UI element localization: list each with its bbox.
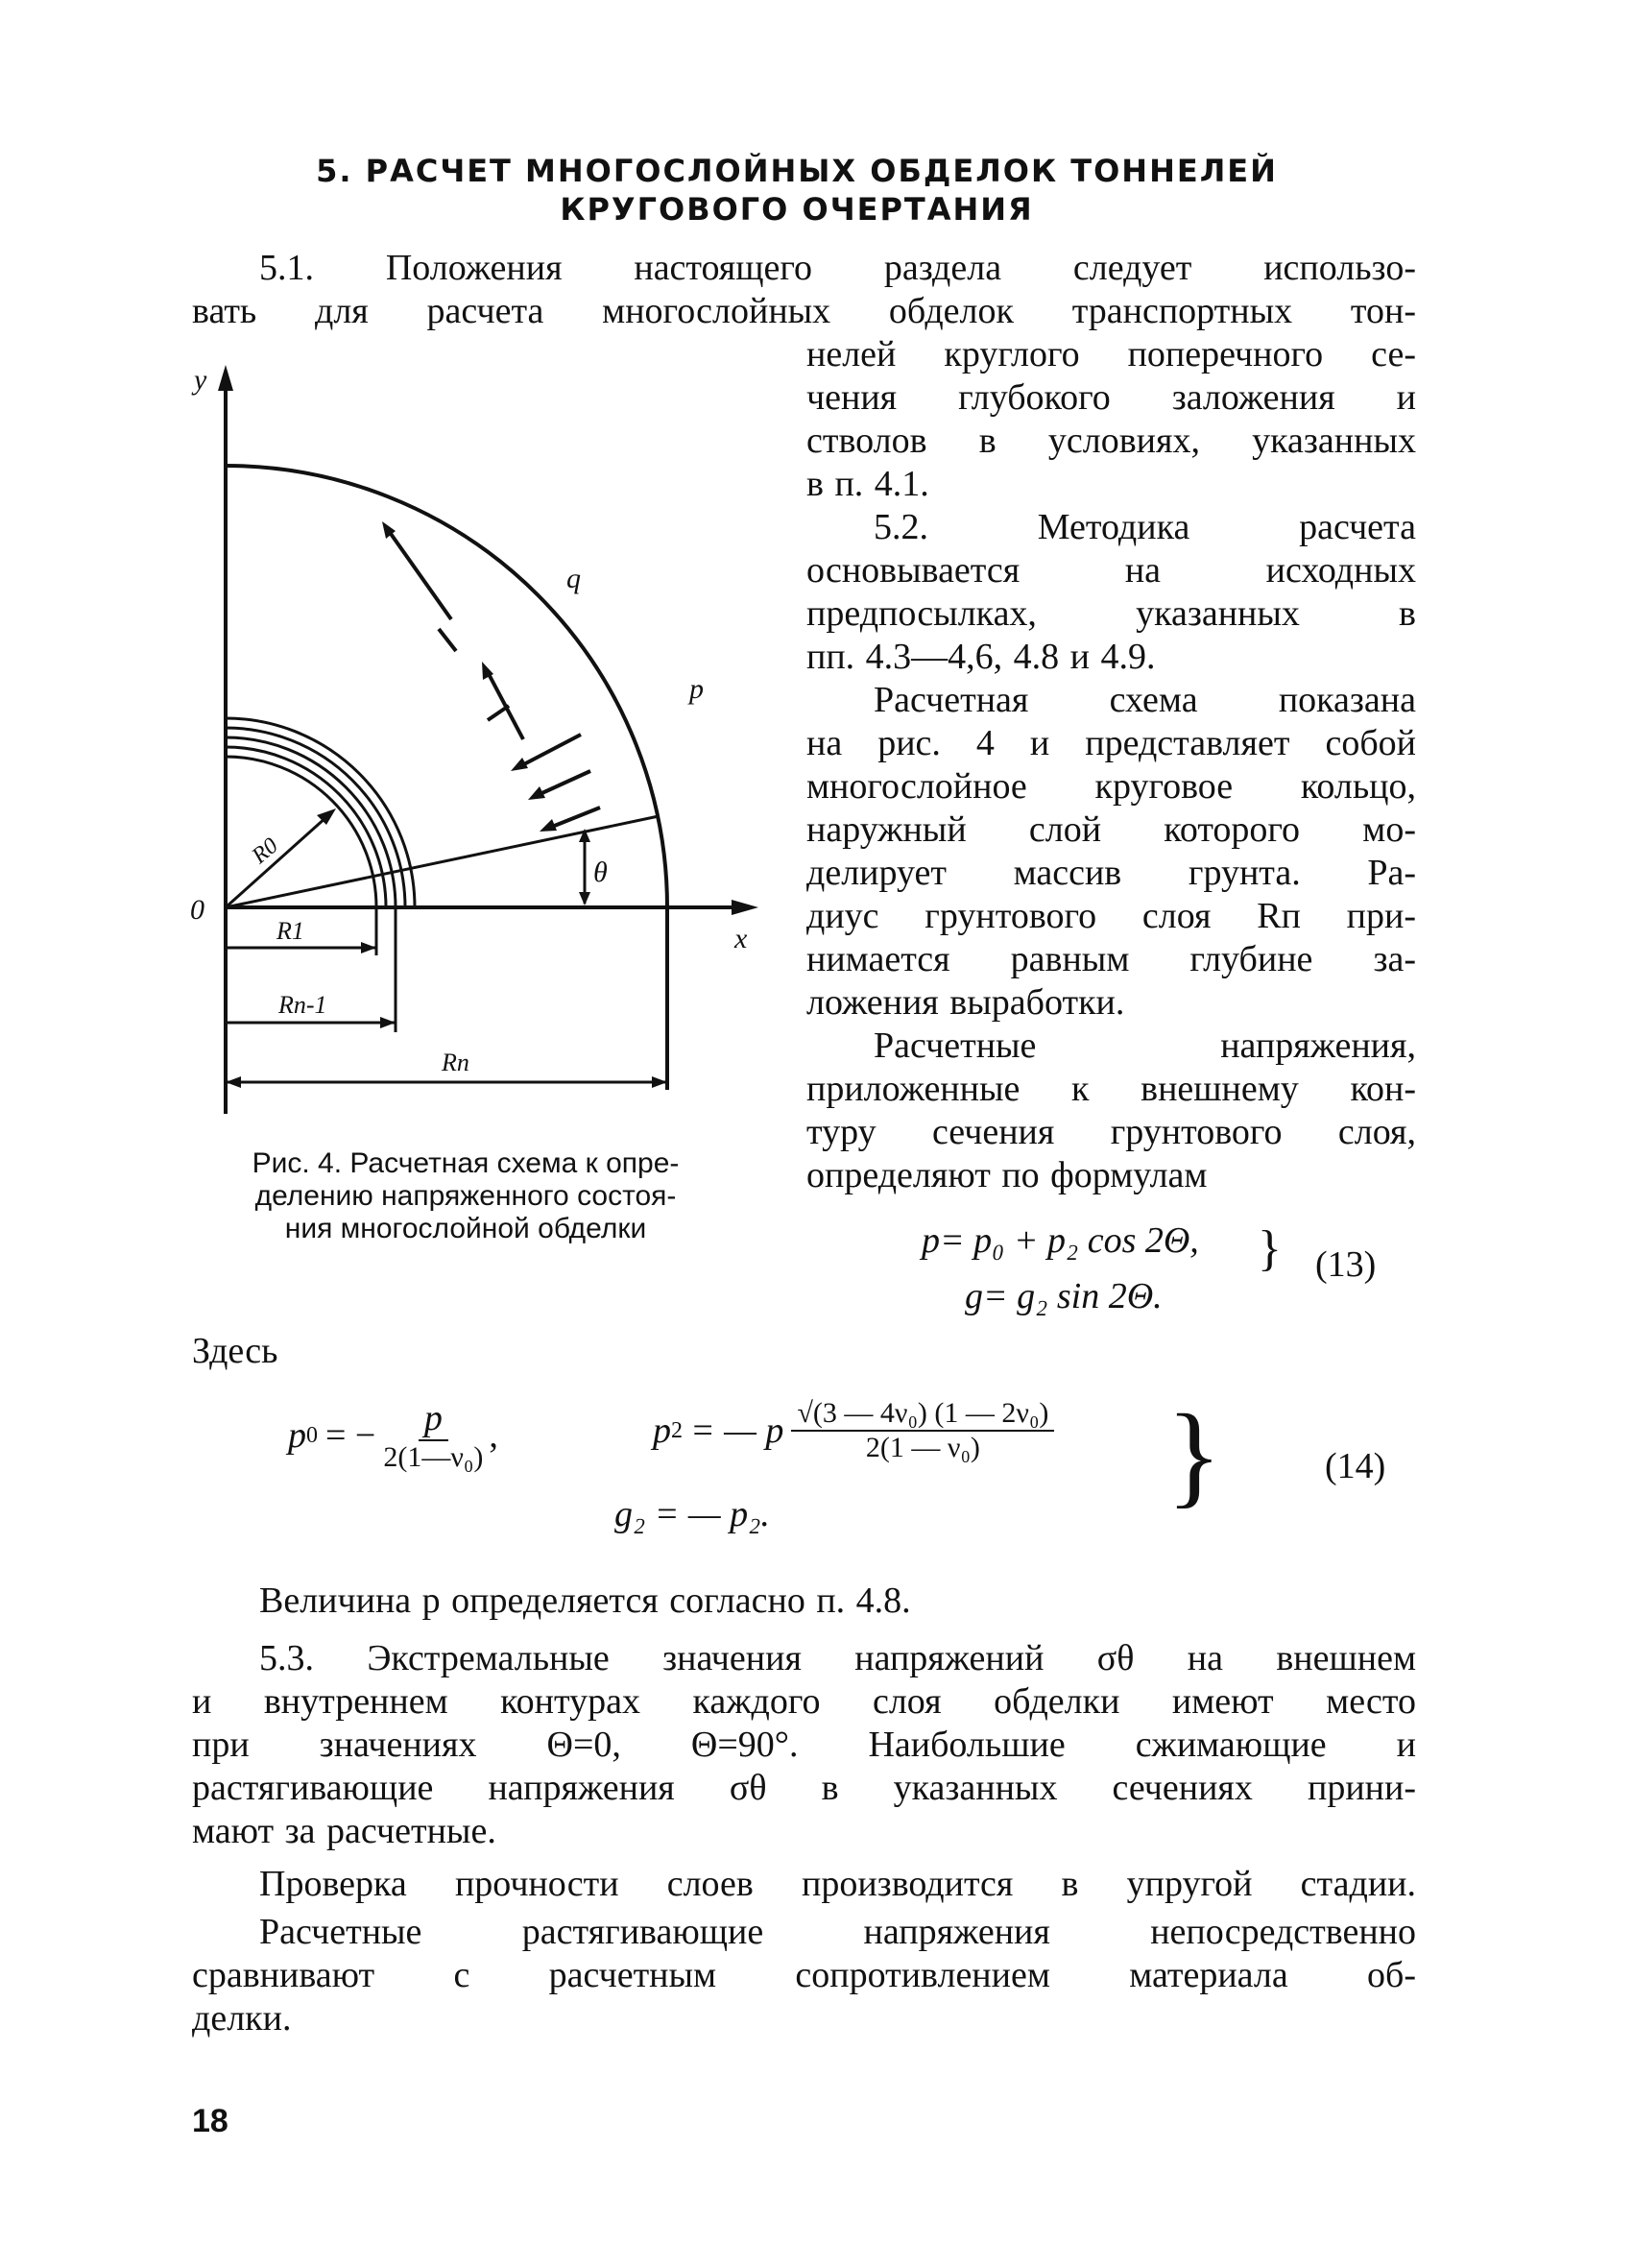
caption-line: ния многослойной обделки xyxy=(284,1213,647,1244)
label-q: q xyxy=(566,563,581,594)
label-origin: 0 xyxy=(190,894,204,926)
paragraph-5-1-top xyxy=(192,247,1416,333)
eq13-number: (13) xyxy=(1315,1244,1377,1285)
equation-13 xyxy=(922,1219,1421,1335)
text-line: в п. 4.1. xyxy=(806,464,929,504)
lining-ring-3 xyxy=(226,728,405,907)
here-label: Здесь xyxy=(192,1331,278,1371)
equation-14 xyxy=(288,1390,1421,1541)
y-axis-arrow xyxy=(218,365,233,391)
text-line: 5.2. Методика расчета xyxy=(874,507,1416,547)
text-line: делки. xyxy=(192,1998,292,2039)
text-line: определяют по формулам xyxy=(806,1155,1208,1195)
text-line: основывается на исходных xyxy=(806,550,1416,591)
section-heading-line-2: КРУГОВОГО ОЧЕРТАНИЯ xyxy=(560,191,1034,228)
text-line: Расчетная схема показана xyxy=(874,680,1416,720)
p-arrow-1 xyxy=(488,706,509,720)
label-p: p xyxy=(689,673,704,705)
paragraph-5-3 xyxy=(192,1637,1416,1853)
text-line: наружный слой которого мо- xyxy=(806,809,1416,850)
text-line: и внутреннем контурах каждого слоя обделки имеют место xyxy=(192,1681,1416,1722)
paragraph-5-1-side xyxy=(806,333,1416,506)
outer-ground-arc xyxy=(226,466,667,907)
text-line: чения глубокого заложения и xyxy=(806,377,1416,418)
text-line: нимается равным глубине за- xyxy=(806,939,1416,979)
eq13-brace: } xyxy=(1258,1221,1282,1276)
text-line: Проверка прочности слоев производится в упругой стадии. xyxy=(259,1864,1416,1904)
x-axis-arrow xyxy=(732,900,758,915)
label-r1: R1 xyxy=(276,917,304,945)
text-line: Расчетные напряжения, xyxy=(874,1025,1416,1066)
text-line: 5.1. Положения настоящего раздела следует использо- xyxy=(259,248,1416,288)
eq14-brace: } xyxy=(1166,1390,1222,1518)
lining-ring-4 xyxy=(226,718,415,907)
text-line: пп. 4.3—4,6, 4.8 и 4.9. xyxy=(806,637,1156,677)
label-x: x xyxy=(734,923,748,954)
text-line: вать для расчета многослойных обделок транспортных тон- xyxy=(192,291,1416,331)
section-heading xyxy=(173,152,1421,229)
text-line: на рис. 4 и представляет собой xyxy=(806,723,1416,763)
text-line: диус грунтового слоя Rп при- xyxy=(806,896,1416,936)
text-line: растягивающие напряжения σθ в указанных сечениях прини- xyxy=(192,1768,1416,1808)
q-arrow-1 xyxy=(389,531,451,619)
r0-radius-line xyxy=(226,817,326,907)
paragraph-scheme xyxy=(806,679,1416,1025)
text-line: 5.3. Экстремальные значения напряжений σθ на внешнем xyxy=(259,1638,1416,1678)
text-line: Величина p определяется согласно п. 4.8. xyxy=(259,1580,911,1621)
text-line: мают за расчетные. xyxy=(192,1811,496,1851)
eq14-number: (14) xyxy=(1325,1446,1386,1486)
text-line: Расчетные растягивающие напряжения непосредственно xyxy=(259,1912,1416,1952)
p2-fraction: $\frac{\text{√(3 — 4ν₀) (1 — 2ν₀)}}{\text{2(1 — ν₀)}}$ xyxy=(791,1397,1054,1464)
text-line: приложенные к внешнему кон- xyxy=(806,1069,1416,1109)
paragraph-check xyxy=(192,1863,1416,1906)
caption-line: делению напряженного состоя- xyxy=(254,1180,677,1212)
p-arrow-3 xyxy=(536,771,590,796)
paragraph-tension xyxy=(192,1911,1416,2040)
text-line: при значениях Θ=0, Θ=90°. Наибольшие сжимающие и xyxy=(192,1725,1416,1765)
eq13-line-2: g= g₂ sin 2Θ. xyxy=(965,1276,1163,1316)
label-rn1: Rn-1 xyxy=(278,991,327,1019)
p0-fraction: $\frac{p}{\text{2(1—ν₀)}}$ xyxy=(383,1398,484,1473)
eq14-p0: p 0 = − $\frac{p}{\text{2(1—ν₀)}}$ , xyxy=(288,1398,498,1473)
section-heading-line-1: 5. РАСЧЕТ МНОГОСЛОЙНЫХ ОБДЕЛОК ТОННЕЛЕЙ xyxy=(316,153,1278,189)
text-line: туру сечения грунтового слоя, xyxy=(806,1112,1416,1152)
text-line: нелей круглого поперечного се- xyxy=(806,334,1416,374)
page-number: 18 xyxy=(192,2103,228,2139)
figure-caption xyxy=(197,1147,734,1245)
paragraph-5-2 xyxy=(806,506,1416,679)
text-line: предпосылках, указанных в xyxy=(806,593,1416,634)
text-line: сравнивают с расчетным сопротивлением материала об- xyxy=(192,1955,1416,1995)
eq14-g2: g₂ = — p₂. xyxy=(614,1494,770,1534)
lining-ring-0 xyxy=(226,757,376,907)
caption-line: Рис. 4. Расчетная схема к опре- xyxy=(252,1147,680,1179)
text-line: делирует массив грунта. Ра- xyxy=(806,853,1416,893)
text-line: ложения выработки. xyxy=(806,982,1125,1023)
paragraph-stresses xyxy=(806,1025,1416,1197)
label-y: y xyxy=(194,364,207,396)
text-line: многослойное круговое кольцо, xyxy=(806,766,1416,807)
eq14-p2: p 2 = — p $\frac{\text{√(3 — 4ν₀) (1 — 2ν₀)}}{\text{2(1 — ν₀)}}$ xyxy=(653,1397,1054,1464)
lining-ring-1 xyxy=(226,747,386,907)
paragraph-magnitude xyxy=(259,1580,1416,1623)
p-arrow-4 xyxy=(547,808,600,829)
text-line: стволов в условиях, указанных xyxy=(806,421,1416,461)
p-arrow-2 xyxy=(518,735,581,767)
lining-ring-2 xyxy=(226,737,396,907)
q-arrow-3 xyxy=(439,629,456,651)
label-r0: R0 xyxy=(247,832,283,869)
label-rn: Rn xyxy=(442,1049,469,1076)
label-theta: θ xyxy=(593,857,608,888)
figure-4-diagram xyxy=(182,360,778,1119)
eq13-line-1: p= p₀ + p₂ cos 2Θ, xyxy=(922,1220,1199,1261)
